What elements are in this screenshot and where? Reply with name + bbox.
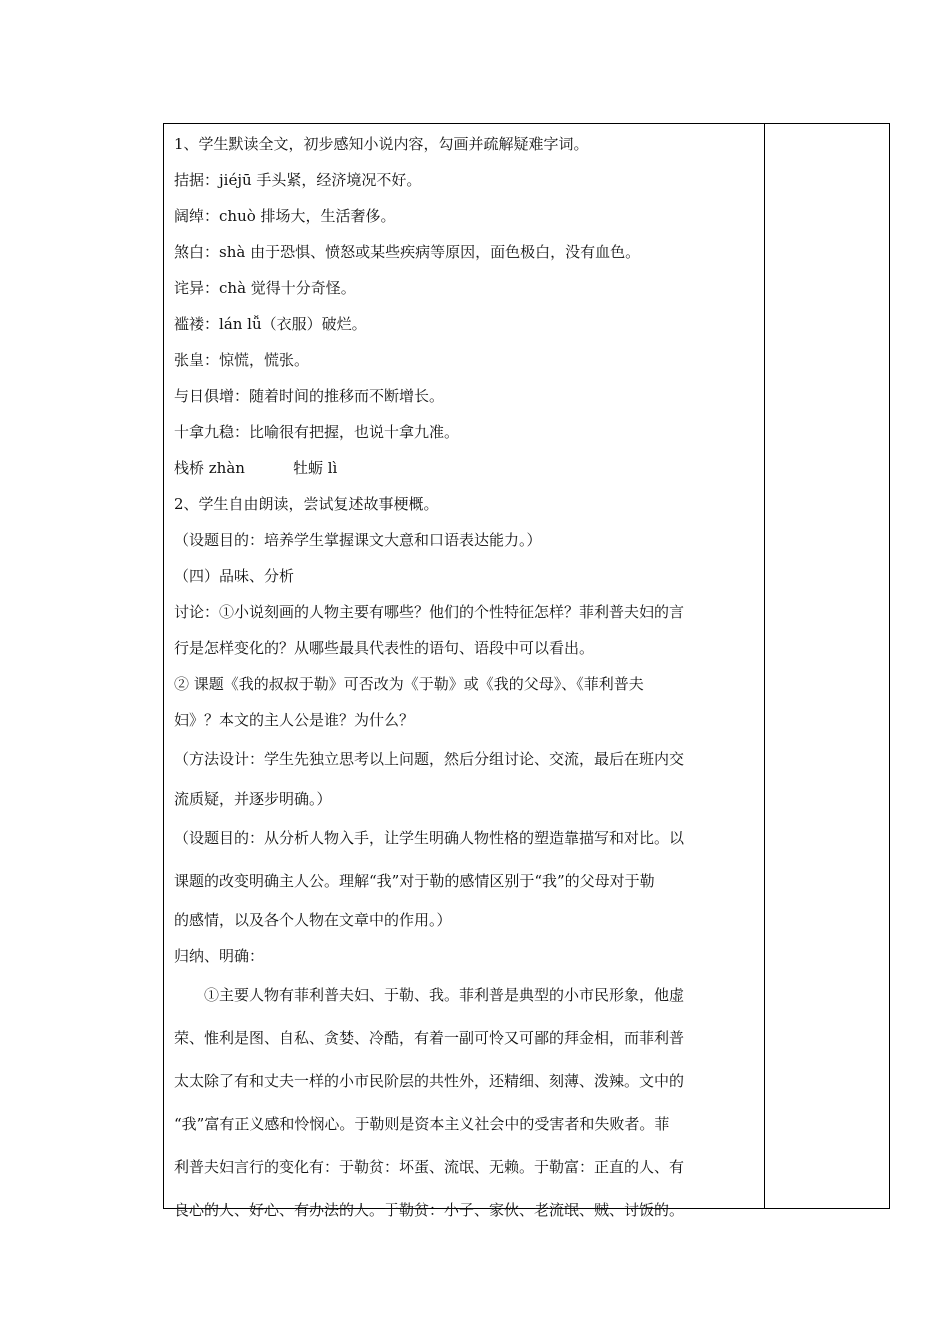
summary-line: 利普夫妇言行的变化有：于勒贫：坏蛋、流氓、无赖。于勒富：正直的人、有 — [174, 1158, 685, 1176]
section-heading: （四）品味、分析 — [174, 567, 295, 585]
vocab-term: 拮据： — [174, 171, 220, 189]
notes-column — [765, 124, 889, 1208]
vocab-item — [174, 378, 759, 414]
summary-line: 良心的人、好心、有办法的人。于勒贫：小子、家伙、老流氓、贼、讨饭的。 — [174, 1201, 685, 1219]
vocab-definition: chà 觉得十分奇怪。 — [219, 279, 356, 297]
vocab-item — [174, 306, 759, 342]
vocab-definition: 随着时间的推移而不断增长。 — [249, 387, 445, 405]
pinyin-pair — [174, 450, 759, 486]
discussion-line: 讨论：①小说刻画的人物主要有哪些？他们的个性特征怎样？菲利普夫妇的言 — [174, 603, 685, 621]
vocab-term: 褴褛： — [174, 315, 220, 333]
vocab-term: 煞白： — [174, 243, 220, 261]
method-line: 流质疑，并逐步明确。） — [174, 790, 332, 808]
vocab-term: 十拿九稳： — [174, 423, 250, 441]
vocab-definition: 惊慌，慌张。 — [219, 351, 310, 369]
design-purpose-2-line: （设题目的：从分析人物入手，让学生明确人物性格的塑造靠描写和对比。以 — [174, 829, 685, 847]
vocab-definition: lán lǚ（衣服）破烂。 — [219, 315, 367, 333]
pinyin-a: 栈桥 zhàn — [174, 459, 245, 477]
summary-line: 荣、惟利是图、自私、贪婪、冷酷，有着一副可怜又可鄙的拜金相，而菲利普 — [174, 1029, 685, 1047]
vocab-item — [174, 234, 759, 270]
vocab-term: 张皇： — [174, 351, 220, 369]
pinyin-b: 牡蛎 lì — [292, 459, 338, 477]
lesson-content — [174, 126, 759, 1232]
vocab-term: 阔绰： — [174, 207, 220, 225]
step-2: 2、学生自由朗读，尝试复述故事梗概。 — [174, 495, 439, 513]
design-purpose-1: （设题目的：培养学生掌握课文大意和口语表达能力。） — [174, 531, 542, 549]
discussion-line: 妇》？本文的主人公是谁？为什么？ — [174, 711, 415, 729]
vocab-item — [174, 270, 759, 306]
method-line: （方法设计：学生先独立思考以上问题，然后分组讨论、交流，最后在班内交 — [174, 750, 685, 768]
lesson-table — [163, 123, 890, 1219]
vocab-item — [174, 414, 759, 450]
discussion-line: ② 课题《我的叔叔于勒》可否改为《于勒》或《我的父母》、《菲利普夫 — [174, 675, 644, 693]
summary-line: ①主要人物有菲利普夫妇、于勒、我。菲利普是典型的小市民形象，他虚 — [204, 986, 685, 1004]
vocab-definition: chuò 排场大，生活奢侈。 — [219, 207, 396, 225]
design-purpose-2-line: 的感情，以及各个人物在文章中的作用。） — [174, 911, 452, 929]
vocab-definition: jiéjū 手头紧，经济境况不好。 — [219, 171, 422, 189]
vocab-term: 诧异： — [174, 279, 220, 297]
vocab-definition: 比喻很有把握，也说十拿九准。 — [249, 423, 460, 441]
vocab-item — [174, 342, 759, 378]
summary-line: 太太除了有和丈夫一样的小市民阶层的共性外，还精细、刻薄、泼辣。文中的 — [174, 1072, 685, 1090]
summary-label: 归纳、明确： — [174, 947, 265, 965]
vocab-term: 与日俱增： — [174, 387, 250, 405]
vocab-definition: shà 由于恐惧、愤怒或某些疾病等原因，面色极白，没有血色。 — [219, 243, 641, 261]
vocab-item — [174, 162, 759, 198]
design-purpose-2-line: 课题的改变明确主人公。理解“我”对于勒的感情区别于“我”的父母对于勒 — [174, 872, 655, 890]
vocab-item — [174, 198, 759, 234]
discussion-line: 行是怎样变化的？从哪些最具代表性的语句、语段中可以看出。 — [174, 639, 595, 657]
summary-line: “我”富有正义感和怜悯心。于勒则是资本主义社会中的受害者和失败者。菲 — [174, 1115, 670, 1133]
step-1: 1、学生默读全文，初步感知小说内容，勾画并疏解疑难字词。 — [174, 135, 589, 153]
